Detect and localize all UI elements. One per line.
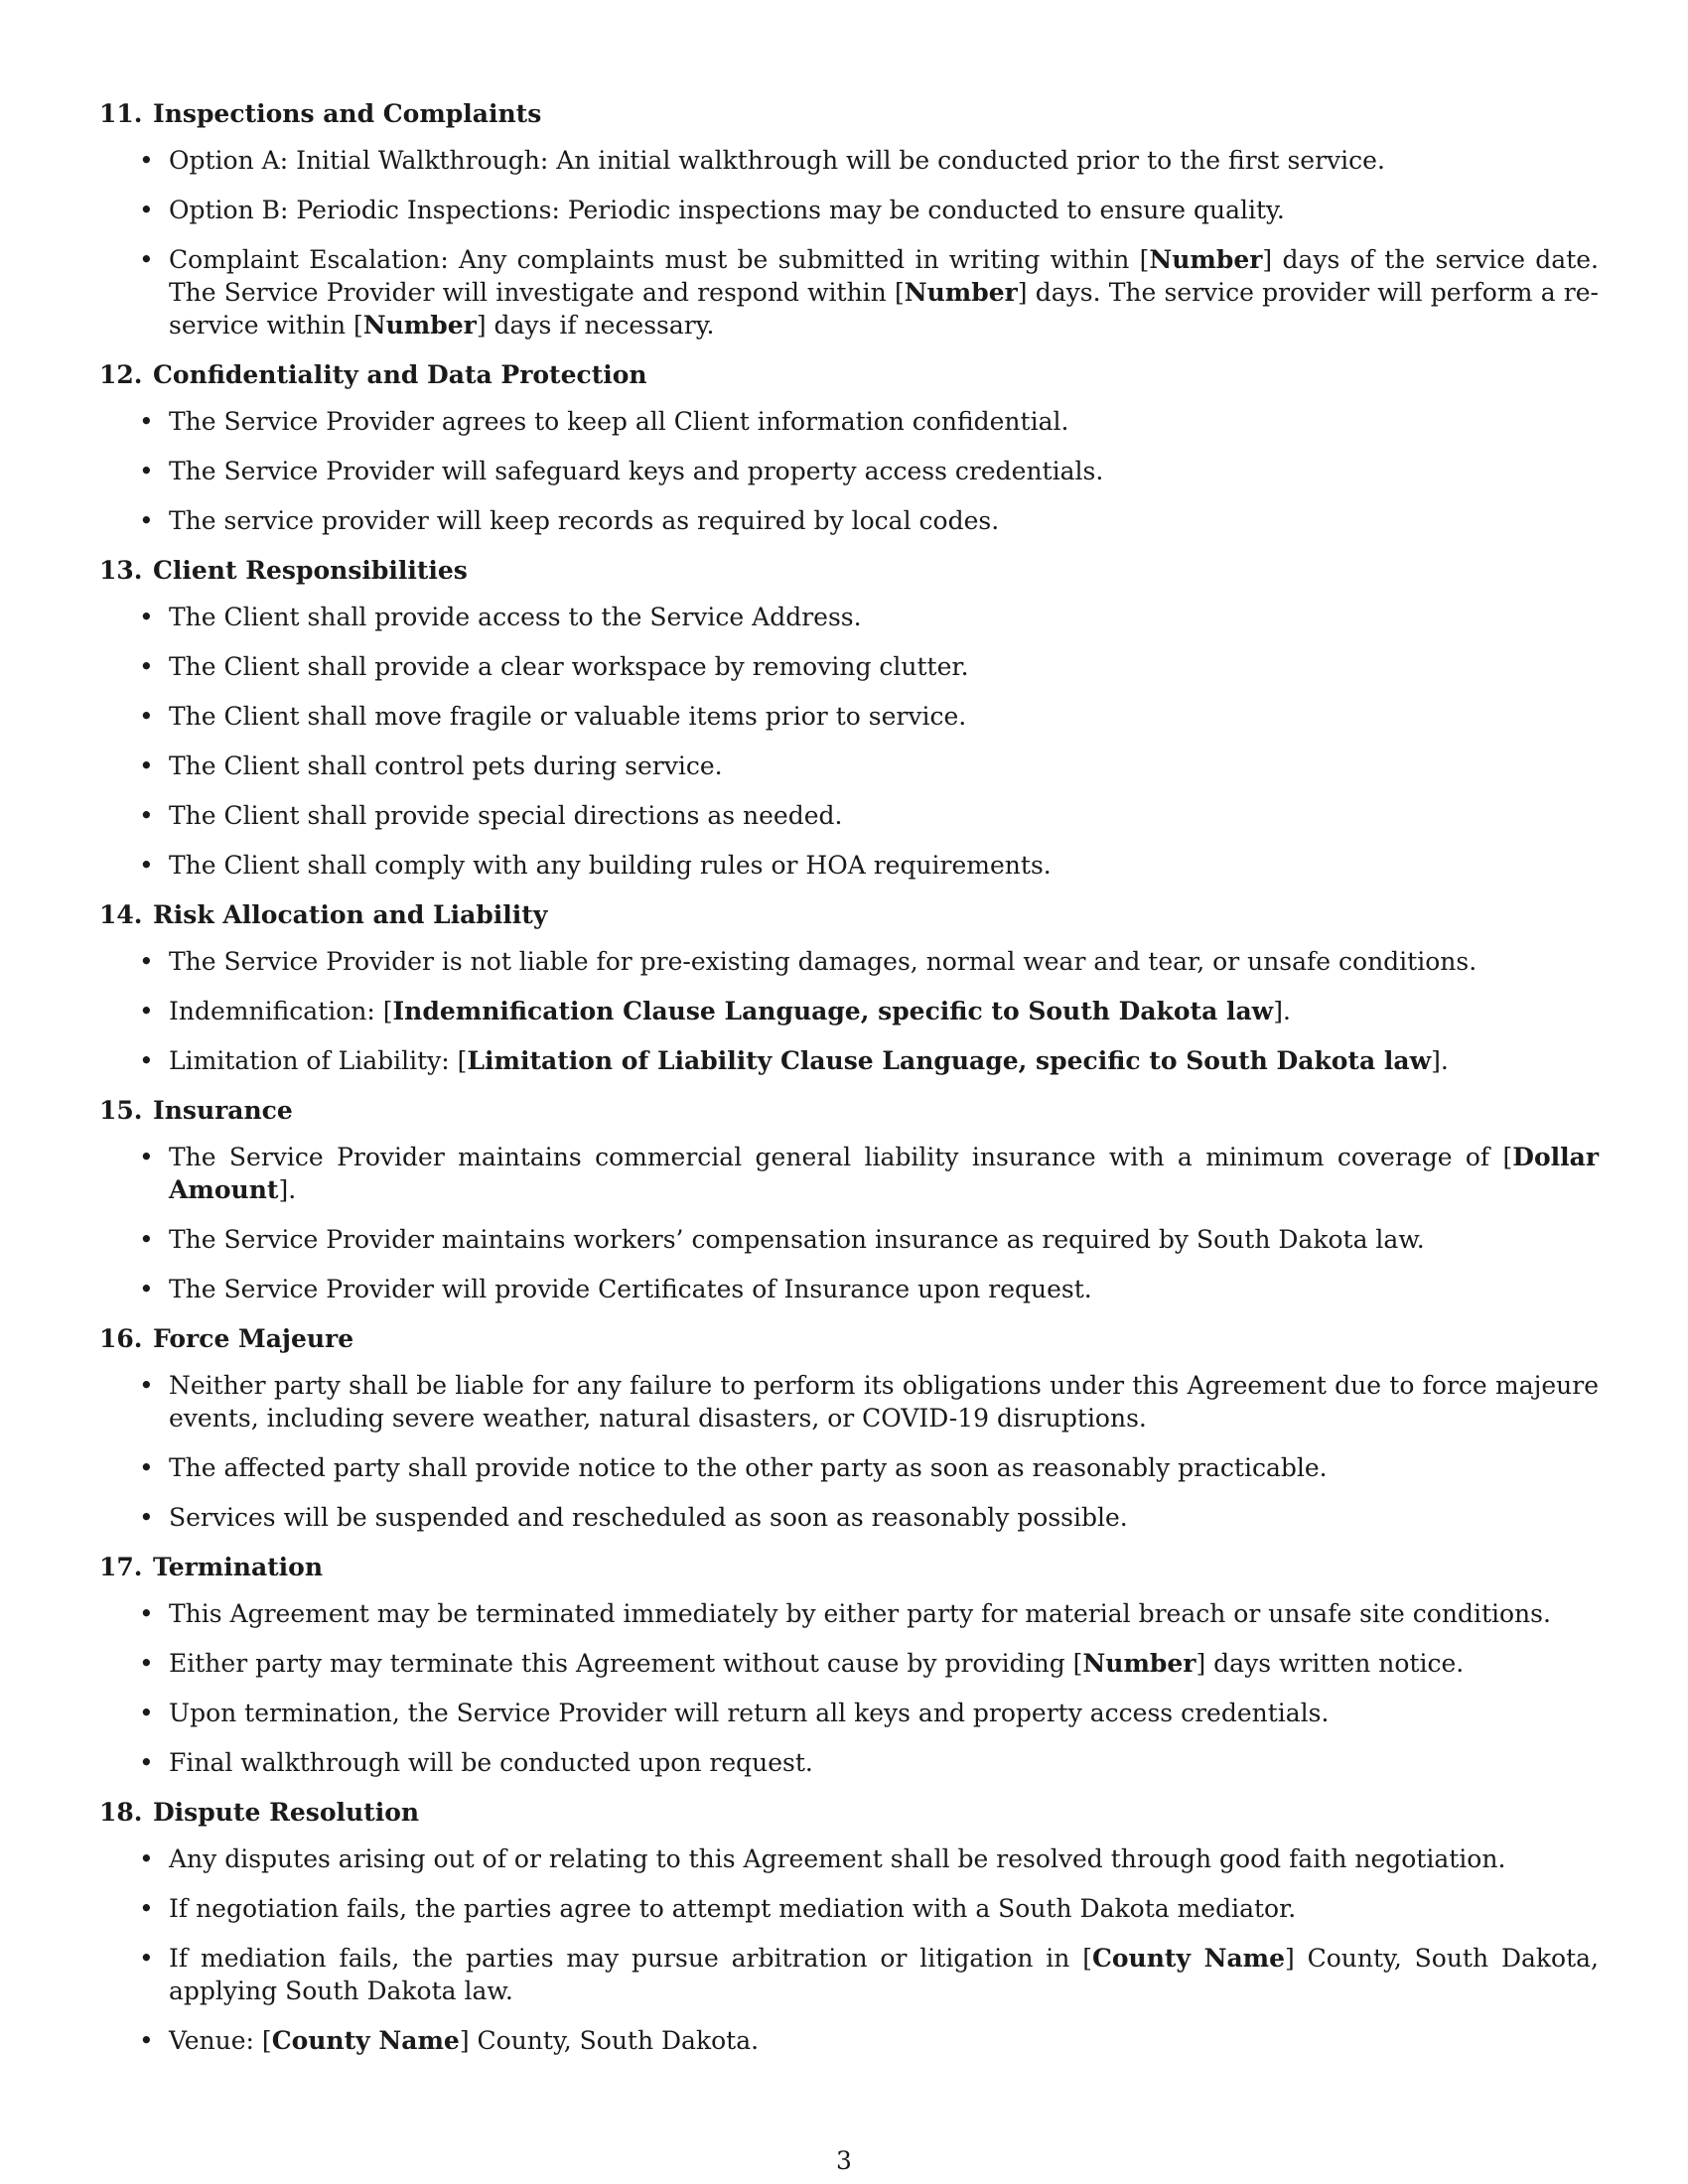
section-title: Client Responsibilities xyxy=(153,556,468,585)
list-item xyxy=(99,995,1599,1027)
list-item xyxy=(99,504,1599,537)
item-text: Either party may terminate this Agreement without cause by providing [ xyxy=(169,1649,1083,1678)
item-text: ] days of the service date. The Service Provider will investigate and respond within [ xyxy=(169,245,1599,307)
item-text: Final walkthrough will be conducted upon request. xyxy=(169,1748,813,1777)
item-text: Limitation of Liability: [ xyxy=(169,1046,468,1075)
list-item xyxy=(99,1044,1599,1077)
bullet-icon: • xyxy=(139,245,154,274)
item-text: ] days. The service provider will perform a re-service within [ xyxy=(169,278,1599,340)
bullet-icon: • xyxy=(139,1599,154,1628)
item-text: Indemnification: [ xyxy=(169,997,393,1025)
section-heading xyxy=(99,1796,1599,1829)
bullet-icon: • xyxy=(139,851,154,880)
section-number: 15. xyxy=(99,1096,143,1125)
section-item-list xyxy=(99,1369,1599,1534)
bullet-icon: • xyxy=(139,1453,154,1482)
section-heading xyxy=(99,554,1599,587)
placeholder-field: County Name xyxy=(271,2026,460,2055)
item-text: If mediation fails, the parties may pursue arbitration or litigation in [ xyxy=(169,1944,1092,1973)
document-page xyxy=(99,97,1599,2074)
item-text: Neither party shall be liable for any failure to perform its obligations under this Agreement due to force majeure events, including severe weather, natural disasters, or COVID-19 disruptions. xyxy=(169,1371,1599,1433)
item-text: ] County, South Dakota. xyxy=(459,2026,760,2055)
placeholder-field: Number xyxy=(904,278,1018,307)
list-item xyxy=(99,405,1599,438)
item-text: ] days if necessary. xyxy=(476,311,715,340)
item-text: The Client shall provide special directions as needed. xyxy=(169,801,843,830)
item-text: The affected party shall provide notice to the other party as soon as reasonably practicable. xyxy=(169,1453,1328,1482)
list-item xyxy=(99,1697,1599,1729)
placeholder-field: Dollar Amount xyxy=(169,1143,1599,1204)
section-item-list xyxy=(99,601,1599,882)
item-text: ]. xyxy=(1273,997,1291,1025)
item-text: The Client shall control pets during service. xyxy=(169,751,723,780)
section-number: 14. xyxy=(99,900,143,929)
item-text: The service provider will keep records as required by local codes. xyxy=(169,506,1000,535)
list-item xyxy=(99,455,1599,487)
list-item xyxy=(99,601,1599,633)
bullet-icon: • xyxy=(139,506,154,535)
section-title: Risk Allocation and Liability xyxy=(153,900,548,929)
section-title: Inspections and Complaints xyxy=(153,99,542,128)
bullet-icon: • xyxy=(139,1046,154,1075)
list-item xyxy=(99,1451,1599,1484)
list-item xyxy=(99,1843,1599,1875)
item-text: Services will be suspended and rescheduled as soon as reasonably possible. xyxy=(169,1503,1128,1532)
placeholder-field: Limitation of Liability Clause Language, specific to South Dakota law xyxy=(467,1046,1432,1075)
section-number: 13. xyxy=(99,556,143,585)
item-text: The Service Provider agrees to keep all Client information confidential. xyxy=(169,407,1069,436)
section-heading xyxy=(99,1551,1599,1583)
bullet-icon: • xyxy=(139,1699,154,1727)
section-number: 18. xyxy=(99,1798,143,1827)
section-item-list xyxy=(99,405,1599,537)
item-text: The Client shall comply with any building rules or HOA requirements. xyxy=(169,851,1052,880)
list-item xyxy=(99,1746,1599,1779)
item-text: ] County, South Dakota, applying South Dakota law. xyxy=(169,1944,1599,2005)
bullet-icon: • xyxy=(139,702,154,731)
item-text: Option A: Initial Walkthrough: An initial walkthrough will be conducted prior to the first service. xyxy=(169,146,1385,175)
item-text: Venue: [ xyxy=(169,2026,272,2055)
item-text: Upon termination, the Service Provider will return all keys and property access credentials. xyxy=(169,1699,1330,1727)
item-text: Option B: Periodic Inspections: Periodic inspections may be conducted to ensure quality. xyxy=(169,196,1285,224)
bullet-icon: • xyxy=(139,1944,154,1973)
list-item xyxy=(99,1892,1599,1925)
item-text: The Client shall provide access to the Service Address. xyxy=(169,603,862,631)
item-text: The Service Provider maintains commercial general liability insurance with a minimum coverage of [ xyxy=(169,1143,1513,1171)
section-item-list xyxy=(99,1597,1599,1779)
section-heading xyxy=(99,898,1599,931)
bullet-icon: • xyxy=(139,407,154,436)
bullet-icon: • xyxy=(139,1503,154,1532)
section-title: Insurance xyxy=(153,1096,293,1125)
item-text: The Client shall provide a clear workspace by removing clutter. xyxy=(169,652,969,681)
list-item xyxy=(99,1647,1599,1680)
placeholder-field: Number xyxy=(362,311,477,340)
list-item xyxy=(99,1942,1599,2007)
bullet-icon: • xyxy=(139,1748,154,1777)
section-number: 16. xyxy=(99,1324,143,1353)
placeholder-field: Indemnification Clause Language, specific to South Dakota law xyxy=(392,997,1274,1025)
section-item-list xyxy=(99,945,1599,1077)
bullet-icon: • xyxy=(139,146,154,175)
section-heading xyxy=(99,1322,1599,1355)
item-text: The Service Provider maintains workers’ compensation insurance as required by South Dakota law. xyxy=(169,1225,1425,1254)
section-item-list xyxy=(99,1843,1599,2057)
item-text: If negotiation fails, the parties agree to attempt mediation with a South Dakota mediator. xyxy=(169,1894,1297,1923)
placeholder-field: Number xyxy=(1149,245,1263,274)
bullet-icon: • xyxy=(139,1844,154,1873)
item-text: The Service Provider will safeguard keys and property access credentials. xyxy=(169,457,1104,485)
item-text: Any disputes arising out of or relating to this Agreement shall be resolved through good faith negotiation. xyxy=(169,1844,1506,1873)
list-item xyxy=(99,1273,1599,1305)
list-item xyxy=(99,1597,1599,1630)
bullet-icon: • xyxy=(139,603,154,631)
section-heading xyxy=(99,97,1599,130)
bullet-icon: • xyxy=(139,457,154,485)
section-title: Dispute Resolution xyxy=(153,1798,420,1827)
placeholder-field: County Name xyxy=(1091,1944,1286,1973)
list-item xyxy=(99,945,1599,978)
item-text: This Agreement may be terminated immediately by either party for material breach or unsafe site conditions. xyxy=(169,1599,1551,1628)
section-title: Termination xyxy=(153,1553,324,1581)
item-text: The Client shall move fragile or valuable items prior to service. xyxy=(169,702,967,731)
bullet-icon: • xyxy=(139,1649,154,1678)
item-text: ]. xyxy=(1431,1046,1449,1075)
bullet-icon: • xyxy=(139,947,154,976)
bullet-icon: • xyxy=(139,2026,154,2055)
bullet-icon: • xyxy=(139,1275,154,1303)
bullet-icon: • xyxy=(139,997,154,1025)
list-item xyxy=(99,2024,1599,2057)
bullet-icon: • xyxy=(139,801,154,830)
bullet-icon: • xyxy=(139,1143,154,1171)
bullet-icon: • xyxy=(139,1225,154,1254)
bullet-icon: • xyxy=(139,1371,154,1400)
section-number: 17. xyxy=(99,1553,143,1581)
bullet-icon: • xyxy=(139,751,154,780)
list-item xyxy=(99,1501,1599,1534)
item-text: Complaint Escalation: Any complaints must be submitted in writing within [ xyxy=(169,245,1150,274)
list-item xyxy=(99,799,1599,832)
list-item xyxy=(99,849,1599,882)
section-item-list xyxy=(99,144,1599,341)
page-number: 3 xyxy=(836,2146,852,2175)
placeholder-field: Number xyxy=(1082,1649,1196,1678)
section-number: 11. xyxy=(99,99,143,128)
list-item xyxy=(99,144,1599,177)
section-heading xyxy=(99,358,1599,391)
list-item xyxy=(99,700,1599,733)
list-item xyxy=(99,194,1599,226)
section-title: Force Majeure xyxy=(153,1324,354,1353)
item-text: The Service Provider is not liable for pre-existing damages, normal wear and tear, or unsafe conditions. xyxy=(169,947,1477,976)
bullet-icon: • xyxy=(139,652,154,681)
list-item xyxy=(99,750,1599,782)
bullet-icon: • xyxy=(139,196,154,224)
section-heading xyxy=(99,1094,1599,1127)
section-item-list xyxy=(99,1141,1599,1305)
item-text: The Service Provider will provide Certificates of Insurance upon request. xyxy=(169,1275,1092,1303)
section-title: Confidentiality and Data Protection xyxy=(153,360,647,389)
list-item xyxy=(99,243,1599,341)
list-item xyxy=(99,1141,1599,1206)
list-item xyxy=(99,1369,1599,1434)
bullet-icon: • xyxy=(139,1894,154,1923)
item-text: ] days written notice. xyxy=(1196,1649,1465,1678)
section-number: 12. xyxy=(99,360,143,389)
list-item xyxy=(99,650,1599,683)
item-text: ]. xyxy=(278,1175,297,1204)
list-item xyxy=(99,1223,1599,1256)
